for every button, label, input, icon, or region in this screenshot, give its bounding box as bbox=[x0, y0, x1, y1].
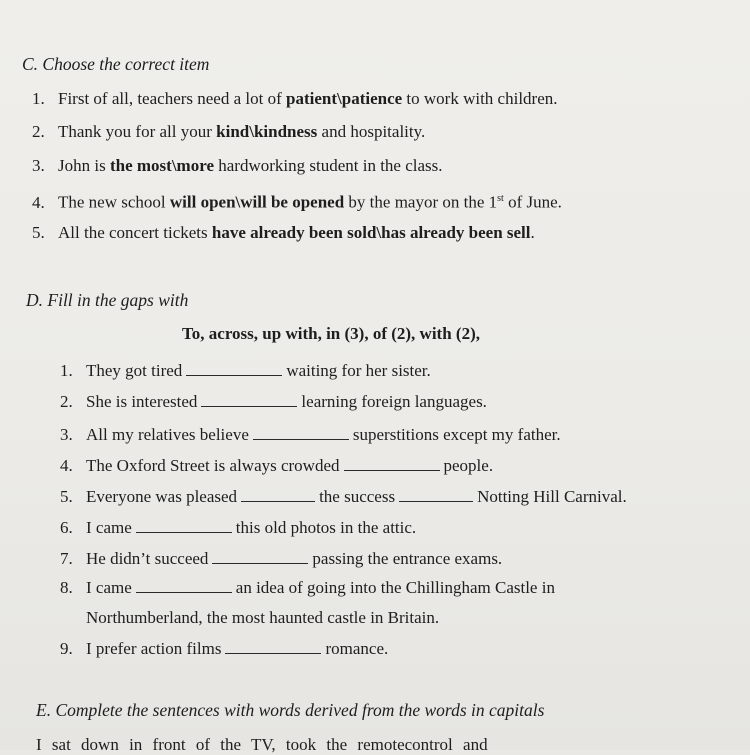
item-text-end: by the mayor on the 1 bbox=[344, 192, 498, 212]
item-number: 4. bbox=[60, 456, 73, 475]
item-number: 8. bbox=[60, 578, 73, 597]
item-choice: patient\patience bbox=[286, 89, 403, 108]
item-text: I came bbox=[86, 578, 132, 597]
item-text-mid: the success bbox=[319, 487, 396, 506]
blank-gap[interactable] bbox=[136, 531, 232, 533]
item-text: All the concert tickets bbox=[58, 223, 212, 242]
section-d-item-8 bbox=[60, 578, 555, 598]
item-choice: have already been sold\has already been sell bbox=[211, 223, 531, 242]
blank-gap[interactable] bbox=[212, 562, 308, 564]
item-number: 6. bbox=[60, 518, 73, 537]
item-text-end: learning foreign languages. bbox=[301, 392, 487, 411]
item-number: 3. bbox=[32, 156, 45, 175]
item-text-end: an idea of going into the Chillingham Castle in bbox=[235, 578, 555, 597]
item-text-end: this old photos in the attic. bbox=[235, 518, 417, 537]
item-text: Thank you for all your bbox=[58, 122, 217, 141]
item-choice: will open\will be opened bbox=[169, 192, 345, 212]
item-choice: kind\kindness bbox=[216, 122, 318, 141]
item-number: 1. bbox=[60, 361, 73, 380]
item-text-end: to work with children. bbox=[402, 89, 558, 108]
item-text: I prefer action films bbox=[86, 639, 222, 658]
item-text-end: passing the entrance exams. bbox=[312, 549, 503, 568]
section-d-item-5 bbox=[60, 487, 627, 507]
item-text: All my relatives believe bbox=[86, 425, 249, 444]
section-e-partial-line: I sat down in front of the TV, took the remotecontrol and bbox=[36, 735, 488, 754]
item-number: 5. bbox=[32, 223, 45, 242]
section-d-item-8-continued: Northumberland, the most haunted castle in Britain. bbox=[86, 608, 440, 627]
item-number: 4. bbox=[32, 192, 45, 212]
item-text-end: . bbox=[530, 223, 535, 242]
item-text-end: people. bbox=[443, 456, 494, 475]
item-text-end: hardworking student in the class. bbox=[214, 156, 443, 175]
section-e-heading: E. Complete the sentences with words derived from the words in capitals bbox=[36, 700, 545, 720]
item-text: They got tired bbox=[86, 361, 183, 380]
item-text: He didn’t succeed bbox=[86, 549, 209, 568]
section-c-item-3 bbox=[32, 156, 443, 176]
blank-gap[interactable] bbox=[399, 500, 473, 502]
section-c-heading: C. Choose the correct item bbox=[22, 54, 210, 74]
blank-gap[interactable] bbox=[253, 438, 349, 440]
section-d-item-7 bbox=[60, 549, 502, 569]
item-number: 5. bbox=[60, 487, 73, 506]
blank-gap[interactable] bbox=[136, 591, 232, 593]
blank-gap[interactable] bbox=[241, 500, 315, 502]
item-number: 7. bbox=[60, 549, 73, 568]
blank-gap[interactable] bbox=[186, 374, 282, 376]
ordinal-suffix: st bbox=[497, 193, 504, 204]
section-d-item-3 bbox=[60, 425, 561, 445]
section-d-item-2 bbox=[60, 392, 487, 412]
item-text: The Oxford Street is always crowded bbox=[86, 456, 340, 475]
section-c-item-2 bbox=[32, 122, 425, 142]
section-d-item-4 bbox=[60, 456, 493, 476]
section-d-item-1 bbox=[60, 361, 431, 381]
section-c-item-4 bbox=[32, 189, 562, 213]
item-number: 2. bbox=[60, 392, 73, 411]
item-number: 3. bbox=[60, 425, 73, 444]
item-number: 1. bbox=[32, 89, 45, 108]
section-d-item-6 bbox=[60, 518, 416, 538]
item-text-end: waiting for her sister. bbox=[286, 361, 431, 380]
item-text: She is interested bbox=[86, 392, 198, 411]
item-text-end: and hospitality. bbox=[317, 122, 426, 141]
item-text: First of all, teachers need a lot of bbox=[58, 89, 287, 108]
item-text: John is bbox=[58, 156, 110, 175]
blank-gap[interactable] bbox=[201, 405, 297, 407]
section-c-item-5 bbox=[32, 223, 535, 243]
item-text: Everyone was pleased bbox=[86, 487, 238, 506]
section-d-item-9 bbox=[60, 639, 388, 659]
cut-off-previous-line bbox=[20, 0, 24, 8]
item-text-tail: of June. bbox=[503, 192, 562, 212]
item-number: 2. bbox=[32, 122, 45, 141]
item-text-end: superstitions except my father. bbox=[352, 425, 561, 444]
blank-gap[interactable] bbox=[344, 469, 440, 471]
section-d-heading: D. Fill in the gaps with bbox=[26, 290, 189, 310]
item-text: The new school bbox=[58, 192, 170, 212]
section-c-item-1 bbox=[32, 89, 558, 109]
item-text: I came bbox=[86, 518, 132, 537]
item-text-end: Notting Hill Carnival. bbox=[477, 487, 627, 506]
item-number: 9. bbox=[60, 639, 73, 658]
item-text-end: romance. bbox=[325, 639, 389, 658]
word-box: To, across, up with, in (3), of (2), with (2), bbox=[182, 324, 480, 343]
blank-gap[interactable] bbox=[225, 652, 321, 654]
item-choice: the most\more bbox=[109, 156, 214, 175]
